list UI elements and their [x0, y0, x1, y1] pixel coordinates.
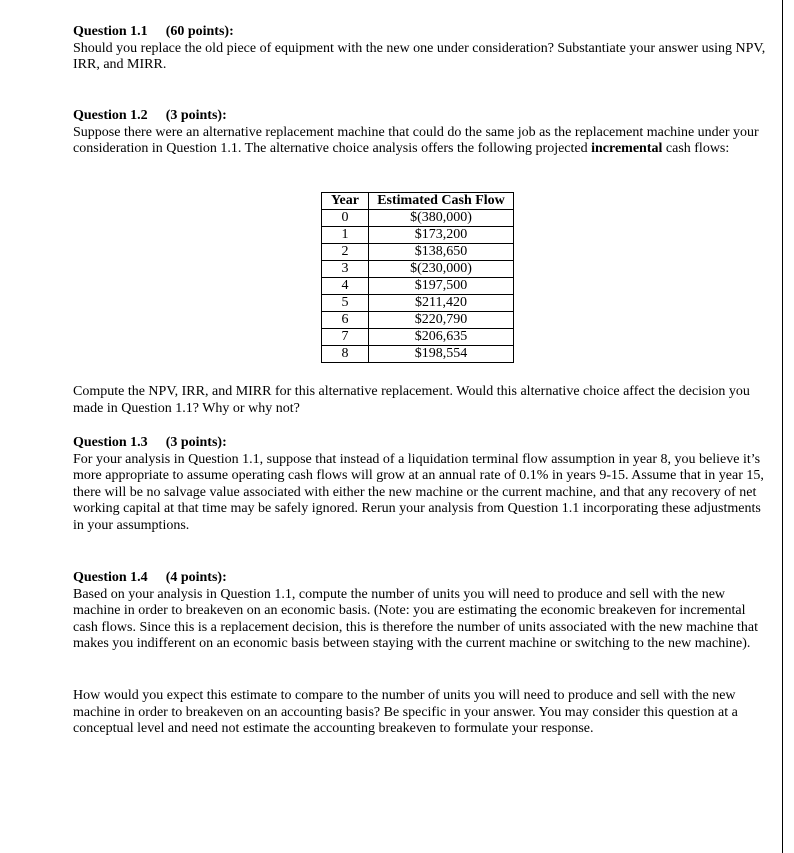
table-row	[322, 210, 514, 227]
question-1-3-title: Question 1.3	[73, 435, 148, 450]
question-1-2	[73, 108, 773, 158]
table-row	[322, 278, 514, 295]
year-cell: 4	[322, 278, 369, 295]
cash-flow-column-header: Estimated Cash Flow	[369, 193, 514, 210]
question-1-2-title: Question 1.2	[73, 108, 148, 123]
table-row	[322, 227, 514, 244]
question-1-1	[73, 24, 773, 74]
year-cell: 0	[322, 210, 369, 227]
year-column-header: Year	[322, 193, 369, 210]
question-1-2-followup	[73, 384, 773, 417]
cash-flow-table-header-row	[322, 193, 514, 210]
cash-flow-cell: $197,500	[369, 278, 514, 295]
question-1-2-text-after: cash flows:	[662, 141, 730, 156]
question-1-4-text: Based on your analysis in Question 1.1, compute the number of units you will need to produce and sell with the new machine in order to breakeven on an economic basis. (Note: you are estimating the economic breakeven for incremental cash flows. Since this is a replacement decision, this is therefore the number of units associated with the new machine that makes you indifferent on an economic basis between staying with the current machine or switching to the new machine).	[73, 586, 759, 651]
question-1-3	[73, 435, 773, 534]
question-1-4-heading	[73, 570, 773, 587]
question-1-2-points: (3 points):	[165, 108, 227, 123]
year-cell: 5	[322, 295, 369, 312]
table-row	[322, 346, 514, 363]
cash-flow-cell: $138,650	[369, 244, 514, 261]
question-1-4	[73, 570, 773, 653]
question-1-3-points: (3 points):	[165, 435, 227, 450]
question-1-4-title: Question 1.4	[73, 570, 148, 585]
question-1-4-points: (4 points):	[165, 570, 227, 585]
question-1-2-text	[73, 125, 773, 158]
question-1-1-points: (60 points):	[165, 24, 234, 39]
cash-flow-cell: $198,554	[369, 346, 514, 363]
table-row	[322, 295, 514, 312]
cash-flow-cell: $211,420	[369, 295, 514, 312]
year-cell: 3	[322, 261, 369, 278]
question-1-3-text: For your analysis in Question 1.1, suppose that instead of a liquidation terminal flow assumption in year 8, you believe it’s more appropriate to assume operating cash flows will grow at an annual rate of 0.1% in years 9-15. Assume that in year 15, there will be no salvage value associated with either the new machine or the current machine, and that any recovery of net working capital at that time may be safely ignored. Rerun your analysis from Question 1.1 incorporating these adjustments in your assumptions.	[73, 451, 764, 533]
cash-flow-cell: $206,635	[369, 329, 514, 346]
year-cell: 8	[322, 346, 369, 363]
question-1-3-heading	[73, 435, 773, 452]
table-row	[322, 261, 514, 278]
table-row	[322, 244, 514, 261]
cash-flow-table	[321, 192, 514, 363]
cash-flow-cell: $(380,000)	[369, 210, 514, 227]
question-1-1-heading	[73, 24, 773, 41]
question-1-1-text: Should you replace the old piece of equipment with the new one under consideration? Substantiate your answer using NPV, IRR, and MIRR.	[73, 40, 766, 72]
page-edge-rule	[782, 0, 783, 853]
question-1-4-part-2	[73, 688, 773, 738]
year-cell: 1	[322, 227, 369, 244]
question-1-4-text-2: How would you expect this estimate to compare to the number of units you will need to produce and sell with the new machine in order to breakeven on an accounting basis? Be specific in your answer. You may consider this question at a conceptual level and need not estimate the accounting breakeven to formulate your response.	[73, 688, 738, 736]
question-1-2-text-bold: incremental	[591, 141, 663, 156]
question-1-2-text-before: Suppose there were an alternative replacement machine that could do the same job as the replacement machine under your consideration in Question 1.1. The alternative choice analysis offers the following projected	[73, 124, 759, 156]
question-1-2-followup-text: Compute the NPV, IRR, and MIRR for this alternative replacement. Would this alternative choice affect the decision you made in Question 1.1? Why or why not?	[73, 384, 750, 416]
cash-flow-cell: $(230,000)	[369, 261, 514, 278]
year-cell: 2	[322, 244, 369, 261]
question-1-1-title: Question 1.1	[73, 24, 148, 39]
cash-flow-cell: $220,790	[369, 312, 514, 329]
cash-flow-cell: $173,200	[369, 227, 514, 244]
year-cell: 6	[322, 312, 369, 329]
year-cell: 7	[322, 329, 369, 346]
table-row	[322, 329, 514, 346]
table-row	[322, 312, 514, 329]
question-1-2-heading	[73, 108, 773, 125]
